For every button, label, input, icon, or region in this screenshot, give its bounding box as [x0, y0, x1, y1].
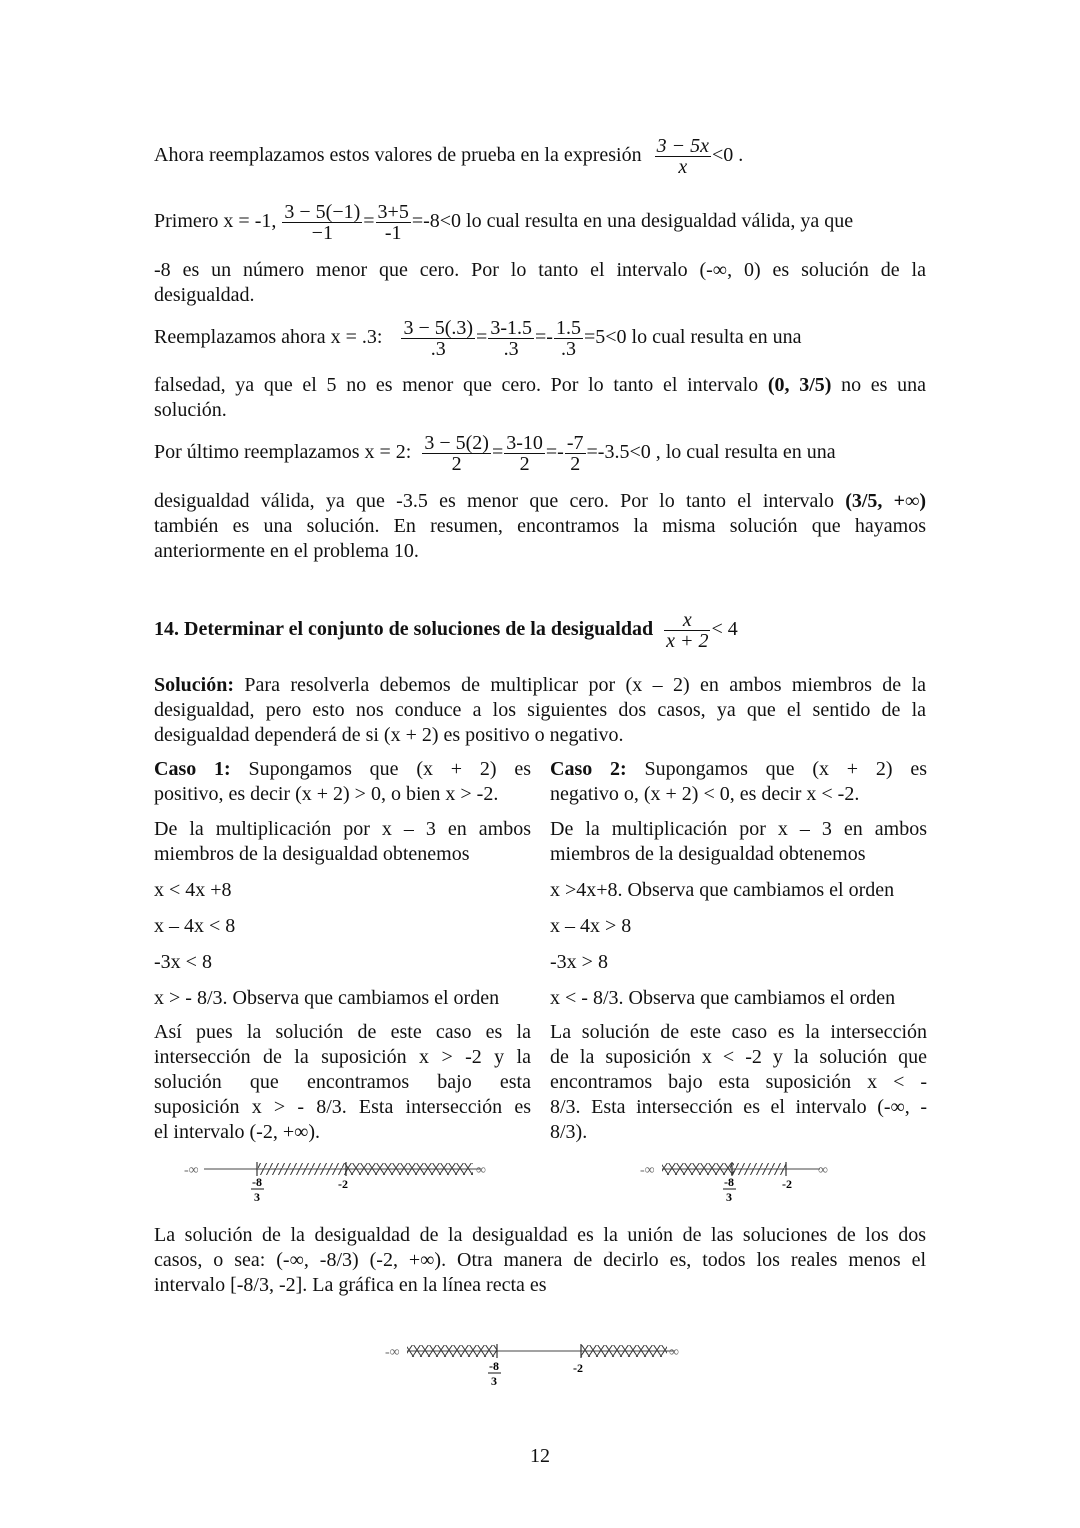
fraction — [488, 318, 534, 359]
expression-inequality: <0 . — [711, 144, 744, 167]
case-1-column — [154, 757, 531, 1145]
fraction — [282, 202, 362, 243]
step-line: x > - 8/3. Observa que cambiamos el orden — [154, 987, 500, 1009]
test-x-point-3 — [154, 318, 926, 359]
fraction-denominator: 2 — [570, 453, 581, 475]
step-line: x – 4x < 8 — [154, 915, 236, 937]
test-x-2 — [154, 433, 926, 474]
tick-label: -2 — [573, 1361, 583, 1375]
union-paragraph — [154, 1223, 926, 1298]
fraction-denominator: -1 — [384, 222, 402, 244]
tick-label-den: 3 — [254, 1190, 260, 1204]
text-line — [154, 489, 926, 514]
text-line: negativo o, (x + 2) < 0, es decir x < -2. — [550, 783, 860, 805]
fraction — [401, 318, 475, 359]
fraction-denominator: 2 — [519, 453, 530, 475]
fraction — [376, 202, 411, 243]
fraction-numerator: 3 − 5(−1) — [284, 201, 361, 223]
interval-bold: (3/5, +∞) — [845, 490, 927, 512]
case-label: Caso 1: — [154, 758, 231, 780]
text-line: anteriormente en el problema 10. — [154, 540, 419, 562]
text-span: Para resolverla debemos de multiplicar por (x – 2) en ambos miembros de la — [234, 674, 926, 696]
test-x-minus-1 — [154, 202, 926, 243]
problem-title: 14. Determinar el conjunto de soluciones de la desigualdad — [154, 618, 654, 641]
hatch-region — [407, 1345, 497, 1357]
fraction-denominator: x — [678, 156, 688, 178]
text-line: De la multiplicación por x – 3 en ambos — [154, 818, 531, 840]
hatch-region — [730, 1163, 786, 1175]
number-line-union — [385, 1338, 695, 1394]
fraction — [565, 433, 586, 474]
tick-label-num: -8 — [489, 1359, 499, 1373]
text-line: suposición x > - 8/3. Esta intersección es — [154, 1096, 531, 1118]
text-line — [154, 757, 531, 782]
step-line: x – 4x > 8 — [550, 915, 632, 937]
fraction-denominator: 2 — [451, 453, 462, 475]
fraction-numerator: -7 — [566, 432, 584, 454]
text-line: desigualdad dependerá de si (x + 2) es positivo o negativo. — [154, 724, 624, 746]
text-line: desigualdad. — [154, 284, 255, 306]
step-line: x < 4x +8 — [154, 879, 232, 901]
result-text: =-8<0 lo cual resulta en una desigualdad válida, ya que — [411, 210, 854, 233]
tick-label-den: 3 — [491, 1374, 497, 1388]
text-line: solución. — [154, 399, 227, 421]
step-line: x < - 8/3. Observa que cambiamos el orden — [550, 987, 896, 1009]
equals-sign: =- — [535, 326, 553, 349]
step-line: -3x > 8 — [550, 951, 608, 973]
intro-text: Ahora reemplazamos estos valores de prueba en la expresión — [154, 144, 642, 167]
result-text: =-3.5<0 , lo cual resulta en una — [586, 441, 836, 464]
equals-sign: = — [476, 326, 488, 349]
fraction-denominator: .3 — [430, 338, 446, 360]
fraction-numerator: 3-10 — [506, 432, 543, 454]
lead-text: Reemplazamos ahora x = .3: — [154, 326, 383, 349]
fraction-numerator: 3-1.5 — [490, 317, 532, 339]
hatch-region — [345, 1163, 473, 1175]
text-line: La solución de la desigualdad de la desigualdad es la unión de las soluciones de los dos — [154, 1224, 926, 1246]
fraction-numerator: 3+5 — [377, 201, 409, 223]
fraction — [664, 610, 710, 651]
neg-infinity-label: -∞ — [640, 1163, 655, 1178]
equals-sign: = — [491, 441, 504, 464]
text-line: intervalo [-8/3, -2]. La gráfica en la línea recta es — [154, 1274, 547, 1296]
text-span: falsedad, ya que el 5 no es menor que cero. Por lo tanto el intervalo — [154, 374, 768, 396]
text-line: intersección de la suposición x > -2 y la — [154, 1046, 531, 1068]
text-line: miembros de la desigualdad obtenemos — [154, 843, 470, 865]
pos-infinity-label: ∞ — [476, 1163, 486, 1178]
fraction-numerator: 1.5 — [555, 317, 581, 339]
text-line: de la suposición x < -2 y la solución que — [550, 1046, 927, 1068]
lead-text: Primero x = -1, — [154, 210, 277, 233]
lead-text: Por último reemplazamos x = 2: — [154, 441, 412, 464]
fraction-numerator: 3 − 5(.3) — [403, 317, 474, 339]
text-line: también es una solución. En resumen, encontramos la misma solución que hayamos — [154, 515, 926, 537]
text-line: 8/3. Esta intersección es el intervalo (-∞, - — [550, 1096, 927, 1118]
result-text: =5<0 lo cual resulta en una — [583, 326, 802, 349]
number-line-case-1 — [180, 1156, 500, 1208]
pos-infinity-label: ∞ — [669, 1345, 679, 1360]
tick-label: -2 — [338, 1177, 348, 1191]
text-line: solución que encontramos bajo esta — [154, 1071, 531, 1093]
interval-bold: (0, 3/5) — [767, 374, 832, 396]
solution-line — [154, 673, 926, 698]
pos-infinity-label: ∞ — [818, 1163, 828, 1178]
fraction-numerator: 3 − 5(2) — [424, 432, 489, 454]
equals-sign: = — [363, 210, 375, 233]
page-number: 12 — [530, 1445, 550, 1467]
case-label: Caso 2: — [550, 758, 627, 780]
equals-sign: =- — [545, 441, 564, 464]
step-line: x >4x+8. Observa que cambiamos el orden — [550, 879, 895, 901]
number-line-case-2 — [640, 1156, 850, 1208]
inequality-rhs: < 4 — [711, 618, 738, 641]
text-line: casos, o sea: (-∞, -8/3) (-2, +∞). Otra manera de decirlo es, todos los reales menos el — [154, 1249, 926, 1271]
text-line: -8 es un número menor que cero. Por lo tanto el intervalo (-∞, 0) es solución de la — [154, 259, 926, 281]
text-line: La solución de este caso es la intersección — [550, 1021, 927, 1043]
text-line: encontramos bajo esta suposición x < - — [550, 1071, 927, 1093]
tick-label-num: -8 — [252, 1175, 262, 1189]
fraction-denominator: −1 — [311, 222, 333, 244]
fraction-numerator: 3 − 5x — [656, 135, 709, 157]
intro-line — [154, 136, 926, 177]
solution-label: Solución: — [154, 674, 235, 696]
tick-label-den: 3 — [726, 1190, 732, 1204]
fraction — [422, 433, 491, 474]
fraction-denominator: .3 — [503, 338, 519, 360]
text-line: miembros de la desigualdad obtenemos — [550, 843, 866, 865]
text-span: Supongamos que (x + 2) es — [626, 758, 928, 780]
tick-label-num: -8 — [724, 1175, 734, 1189]
text-line: De la multiplicación por x – 3 en ambos — [550, 818, 927, 840]
fraction — [504, 433, 545, 474]
text-line: desigualdad, pero esto nos conduce a los siguientes dos casos, ya que el sentido de la — [154, 699, 926, 721]
text-line — [154, 373, 926, 398]
expression-fraction — [655, 136, 711, 177]
tick-label: -2 — [782, 1177, 792, 1191]
text-line: positivo, es decir (x + 2) > 0, o bien x > -2. — [154, 783, 499, 805]
text-line — [550, 757, 927, 782]
text-span: no es una — [831, 374, 926, 396]
fraction-denominator: .3 — [560, 338, 576, 360]
problem-14-heading — [154, 610, 926, 651]
hatch-region — [662, 1163, 734, 1175]
hatch-region — [581, 1345, 667, 1357]
hatch-region — [258, 1163, 348, 1175]
neg-infinity-label: -∞ — [385, 1345, 400, 1360]
text-span: Supongamos que (x + 2) es — [230, 758, 532, 780]
text-line: Así pues la solución de este caso es la — [154, 1021, 531, 1043]
neg-infinity-label: -∞ — [184, 1163, 199, 1178]
step-line: -3x < 8 — [154, 951, 212, 973]
text-line: el intervalo (-2, +∞). — [154, 1121, 321, 1143]
fraction — [554, 318, 583, 359]
fraction-numerator: x — [664, 610, 710, 631]
text-span: desigualdad válida, ya que -3.5 es menor que cero. Por lo tanto el intervalo — [154, 490, 846, 512]
fraction-denominator: x + 2 — [666, 630, 709, 652]
text-line: 8/3). — [550, 1121, 588, 1143]
case-2-column — [550, 757, 927, 1145]
